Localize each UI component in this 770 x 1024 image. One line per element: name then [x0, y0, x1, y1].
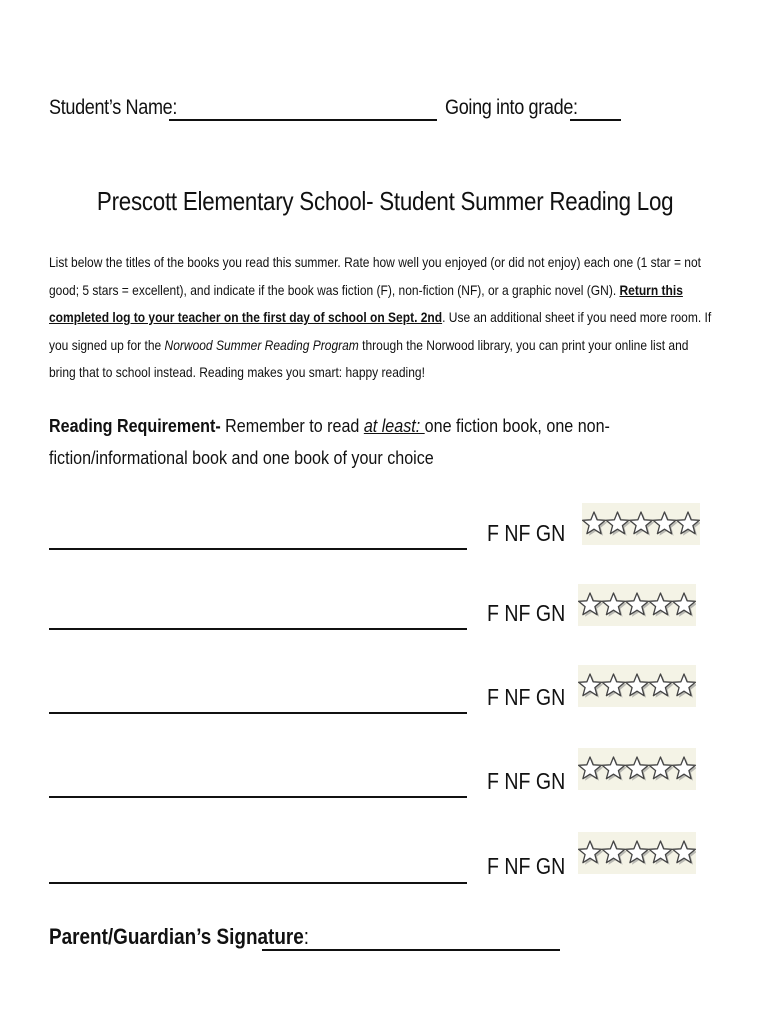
- book-title-field[interactable]: [49, 882, 467, 884]
- genre-options[interactable]: F NF GN: [487, 520, 566, 546]
- program-name: Norwood Summer Reading Program: [164, 336, 359, 353]
- genre-options[interactable]: F NF GN: [487, 853, 566, 879]
- star-rating[interactable]: [578, 748, 696, 790]
- star-outline-icon[interactable]: [649, 674, 674, 698]
- instructions-paragraph: List below the titles of the books you read this summer. Rate how well you enjoyed (or did not enjoy) each one (1 star = not good; 5 stars = excellent), and indicate if the book was fiction (F), non-fiction (NF), or a graphic novel (GN). Return this completed log to your teacher on the first day of school on Sept. 2nd. Use an additional sheet if you need more room. If you signed up for the Norwood Summer Reading Program through the Norwood library, you can print your online list and bring that to school instead. Reading makes you smart: happy reading!: [49, 254, 712, 380]
- star-outline-icon[interactable]: [602, 757, 627, 781]
- star-outline-icon[interactable]: [579, 674, 604, 698]
- star-outline-icon[interactable]: [626, 593, 651, 617]
- star-rating[interactable]: [578, 832, 696, 874]
- star-outline-icon[interactable]: [606, 512, 631, 536]
- grade-label: Going into grade:: [445, 96, 578, 119]
- star-outline-icon[interactable]: [579, 757, 604, 781]
- student-name-field[interactable]: [169, 119, 437, 121]
- page-title: Prescott Elementary School- Student Summer Reading Log: [96, 186, 674, 216]
- signature-label: Parent/Guardian’s Signature:: [49, 924, 310, 949]
- star-outline-icon[interactable]: [673, 593, 696, 617]
- star-outline-icon[interactable]: [630, 512, 655, 536]
- genre-options[interactable]: F NF GN: [487, 684, 566, 710]
- star-outline-icon[interactable]: [602, 841, 627, 865]
- star-outline-icon[interactable]: [673, 841, 696, 865]
- star-outline-icon[interactable]: [579, 841, 604, 865]
- star-outline-icon[interactable]: [602, 593, 627, 617]
- reading-requirement: Reading Requirement- Remember to read at least: one fiction book, one non-fiction/informational book and one book of your choice: [49, 415, 610, 468]
- star-outline-icon[interactable]: [626, 757, 651, 781]
- book-title-field[interactable]: [49, 796, 467, 798]
- star-rating[interactable]: [582, 503, 700, 545]
- star-outline-icon[interactable]: [673, 757, 696, 781]
- star-outline-icon[interactable]: [653, 512, 678, 536]
- star-outline-icon[interactable]: [649, 593, 674, 617]
- star-outline-icon[interactable]: [677, 512, 700, 536]
- book-title-field[interactable]: [49, 548, 467, 550]
- book-title-field[interactable]: [49, 712, 467, 714]
- grade-field[interactable]: [570, 119, 621, 121]
- student-name-label: Student’s Name:: [49, 96, 178, 119]
- star-outline-icon[interactable]: [649, 841, 674, 865]
- genre-options[interactable]: F NF GN: [487, 768, 566, 794]
- star-rating[interactable]: [578, 584, 696, 626]
- book-title-field[interactable]: [49, 628, 467, 630]
- star-outline-icon[interactable]: [626, 674, 651, 698]
- star-outline-icon[interactable]: [673, 674, 696, 698]
- star-outline-icon[interactable]: [579, 593, 604, 617]
- star-outline-icon[interactable]: [602, 674, 627, 698]
- requirement-label: Reading Requirement-: [49, 415, 221, 436]
- star-outline-icon[interactable]: [649, 757, 674, 781]
- star-outline-icon[interactable]: [583, 512, 608, 536]
- star-outline-icon[interactable]: [626, 841, 651, 865]
- genre-options[interactable]: F NF GN: [487, 600, 566, 626]
- signature-field[interactable]: [262, 949, 560, 951]
- star-rating[interactable]: [578, 665, 696, 707]
- return-instructions: Return this completed log to your teacher on the first day of school on Sept. 2nd: [49, 281, 683, 325]
